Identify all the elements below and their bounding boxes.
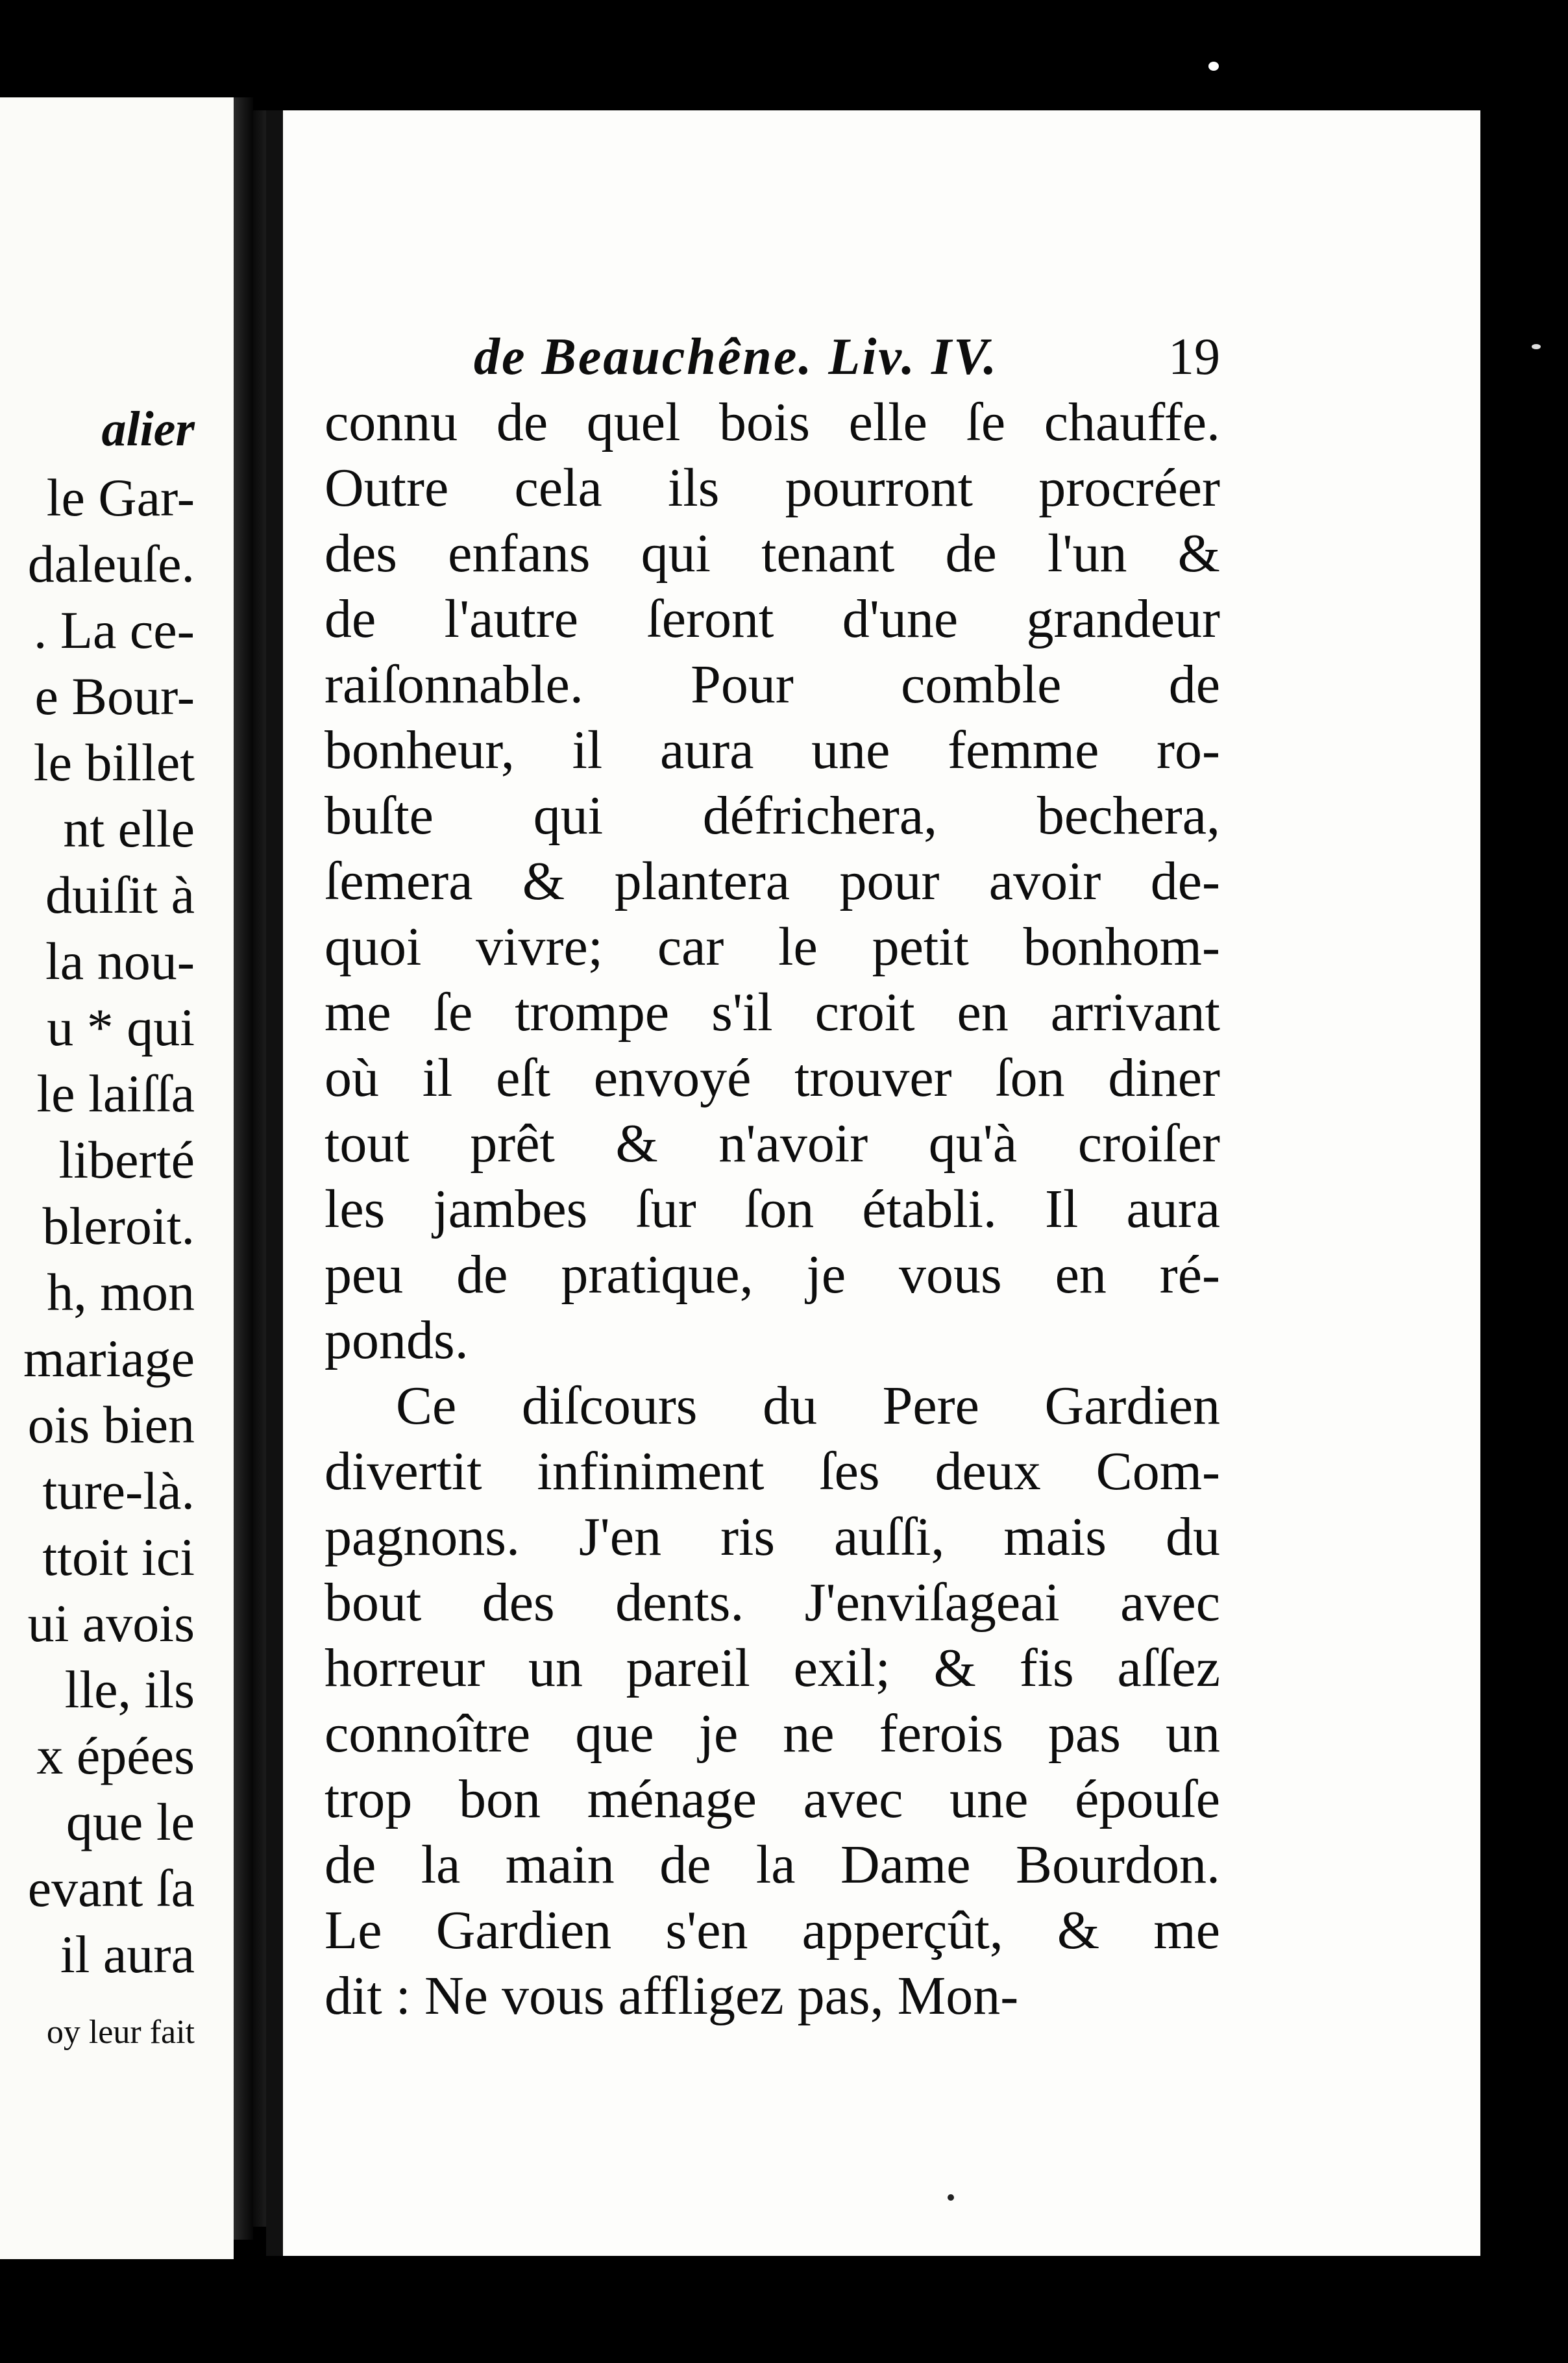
left-line: bleroit. (42, 1196, 195, 1256)
ink-speck (1208, 62, 1219, 71)
left-line: la nou- (45, 932, 195, 991)
text-line: tout prêt & n'avoir qu'à croiſer (325, 1113, 1220, 1174)
left-line: ture-là. (42, 1461, 195, 1520)
left-line: le billet (33, 733, 195, 792)
text-line: Ce diſcours du Pere Gardien (396, 1376, 1220, 1436)
left-line: lle, ils (64, 1660, 195, 1719)
left-line: que le (66, 1792, 195, 1851)
ink-speck (948, 2194, 954, 2201)
text-line: divertit infiniment ſes deux Com- (325, 1441, 1220, 1502)
text-line: où il eſt envoyé trouver ſon diner (325, 1048, 1220, 1108)
left-running-head: alier (101, 402, 195, 456)
left-line: e Bour- (34, 667, 195, 726)
left-line: evant ſa (27, 1859, 195, 1918)
text-line: Outre cela ils pourront procréer (325, 458, 1220, 518)
text-line: bout des dents. J'enviſageai avec (325, 1572, 1220, 1633)
left-line: u * qui (47, 998, 195, 1057)
text-line: ponds. (325, 1310, 469, 1370)
ink-speck (1532, 344, 1541, 349)
text-line: de la main de la Dame Bourdon. (325, 1835, 1220, 1895)
left-line: daleuſe. (27, 534, 195, 593)
left-line: liberté (58, 1130, 195, 1189)
text-line: trop bon ménage avec une épouſe (325, 1769, 1220, 1829)
running-head: de Beauchêne. Liv. IV. (474, 328, 999, 386)
left-footnote: oy leur fait (46, 2014, 195, 2051)
text-line: des enfans qui tenant de l'un & (325, 523, 1220, 584)
text-line: ſemera & plantera pour avoir de- (325, 851, 1220, 911)
left-line: . La ce- (33, 600, 195, 660)
text-line: connu de quel bois elle ſe chauffe. (325, 392, 1220, 452)
page-header (474, 328, 1220, 386)
text-line: quoi vivre; car le petit bonhom- (325, 917, 1220, 977)
text-line: connoître que je ne ferois pas un (325, 1703, 1220, 1764)
text-line: pagnons. J'en ris auſſi, mais du (325, 1507, 1220, 1567)
left-line: le Gar- (46, 468, 195, 527)
left-line: ois bien (27, 1395, 195, 1454)
left-line: mariage (23, 1329, 195, 1388)
left-line: x épées (36, 1726, 195, 1785)
left-line: le laiſſa (36, 1064, 195, 1123)
body-text (325, 390, 1220, 2029)
text-line: les jambes ſur ſon établi. Il aura (325, 1179, 1220, 1239)
text-line: buſte qui défrichera, bechera, (325, 786, 1220, 846)
left-line: ui avois (27, 1594, 195, 1653)
left-page-text (0, 396, 195, 2066)
left-line: ttoit ici (42, 1528, 195, 1587)
left-line: il aura (60, 1925, 195, 1984)
left-page (0, 97, 234, 2259)
text-line: raiſonnable. Pour comble de (325, 654, 1220, 715)
left-line: h, mon (47, 1263, 195, 1322)
text-line: horreur un pareil exil; & fis aſſez (325, 1638, 1220, 1698)
text-line: peu de pratique, je vous en ré- (325, 1244, 1220, 1305)
text-line: Le Gardien s'en apperçût, & me (325, 1900, 1220, 1961)
page-edge-shadow (234, 97, 253, 2240)
text-line: bonheur, il aura une femme ro- (325, 720, 1220, 780)
text-line: me ſe trompe s'il croit en arrivant (325, 982, 1220, 1043)
text-line: de l'autre ſeront d'une grandeur (325, 589, 1220, 649)
text-line: dit : Ne vous affligez pas, Mon- (325, 1966, 1019, 2026)
left-line: duiſit à (45, 865, 195, 924)
left-line: nt elle (63, 799, 195, 858)
page-number: 19 (1168, 328, 1220, 386)
